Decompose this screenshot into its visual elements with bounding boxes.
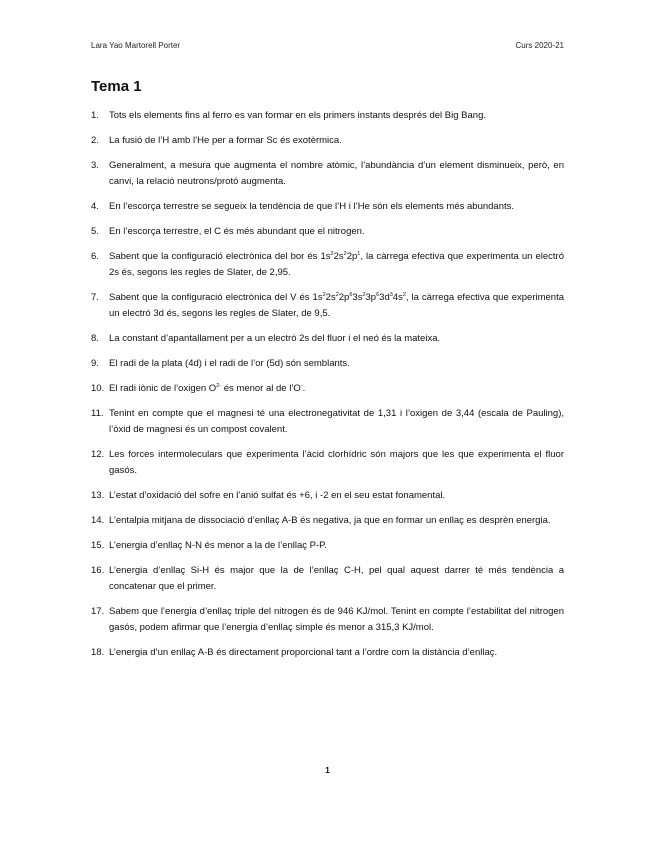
item-text: L’energia d’un enllaç A-B és directament proporcional tant a l’ordre com la distància d’enllaç.	[109, 647, 498, 658]
item-number: 17.	[91, 606, 105, 617]
list-item	[91, 108, 564, 124]
list-item	[91, 249, 564, 281]
text-segment: , la càrrega efectiva que experimenta un electró 2s és, segons les regles de Slater, de 2,95.	[109, 251, 564, 278]
list-item	[91, 158, 564, 190]
item-text: Sabem que l’energia d’enllaç triple del nitrogen és de 946 KJ/mol. Tenint en compte l’estabilitat del nitrogen gasós, podem afirmar que l’energia d’enllaç simple és menor a 315,3 KJ/mol.	[109, 606, 564, 633]
item-text: En l’escorça terrestre se segueix la tendència de que l’H i l’He són els elements més abundants.	[109, 201, 515, 212]
header-author: Lara Yao Martorell Porter	[91, 41, 181, 50]
text-segment: 2p	[346, 251, 358, 262]
list-item	[91, 381, 564, 397]
item-number: 15.	[91, 540, 105, 551]
list-item	[91, 604, 564, 636]
item-number: 4.	[91, 201, 99, 212]
page-number: 1	[325, 765, 330, 775]
text-segment: Sabent que la configuració electrònica del V és 1s	[109, 292, 323, 303]
item-text: El radi de la plata (4d) i el radi de l’or (5d) són semblants.	[109, 358, 350, 369]
text-segment: 2s	[333, 251, 344, 262]
text-segment: 3s	[352, 292, 363, 303]
item-text: L’entalpia mitjana de dissociació d’enllaç A-B és negativa, ja que en formar un enllaç es desprèn energia.	[109, 515, 551, 526]
item-number: 1.	[91, 110, 99, 121]
item-number: 11.	[91, 408, 104, 419]
text-segment: 2s	[325, 292, 336, 303]
item-text: L’energia d’enllaç Si-H és major que la de l’enllaç C-H, pel qual aquest darrer té més tendència a concatenar que el primer.	[109, 565, 564, 592]
text-segment: és menor al de l’O	[221, 383, 301, 394]
item-number: 9.	[91, 358, 99, 369]
item-number: 12.	[91, 449, 105, 460]
item-text: Tots els elements fins al ferro es van formar en els primers instants després del Big Bang.	[109, 110, 487, 121]
list-item	[91, 224, 564, 240]
page-title: Tema 1	[91, 78, 142, 95]
item-number: 7.	[91, 292, 99, 303]
item-text: L’energia d’enllaç N-N és menor a la de l’enllaç P-P.	[109, 540, 327, 551]
text-segment: 3p	[365, 292, 377, 303]
superscript: 2	[362, 292, 366, 298]
superscript: 2	[322, 292, 326, 298]
text-segment: .	[302, 383, 306, 394]
item-number: 13.	[91, 490, 105, 501]
text-segment: , la càrrega efectiva que experimenta un electró 3d és, segons les regles de Slater, de 9,5.	[109, 292, 565, 319]
superscript: 2	[330, 251, 334, 257]
list-item	[91, 488, 564, 504]
superscript: 2	[343, 251, 347, 257]
item-number: 2.	[91, 135, 99, 146]
item-number: 16.	[91, 565, 105, 576]
text-segment: 3d	[379, 292, 390, 303]
item-text: L’estat d’oxidació del sofre en l’anió sulfat és +6, i -2 en el seu estat fonamental.	[109, 490, 446, 501]
item-number: 8.	[91, 333, 99, 344]
item-number: 18.	[91, 647, 105, 658]
list-item	[91, 645, 564, 661]
list-item	[91, 290, 564, 322]
item-text: Les forces intermoleculars que experimenta l’àcid clorhídric són majors que les que experimenta el fluor gasós.	[109, 449, 564, 476]
text-segment: Sabent que la configuració electrònica del bor és 1s	[109, 251, 331, 262]
item-text: Tenint en compte que el magnesi té una electronegativitat de 1,31 i l’oxigen de 3,44 (escala de Pauling), l’òxid de magnesi és un compost covalent.	[109, 408, 564, 435]
question-list	[91, 108, 564, 670]
superscript: 1	[357, 251, 361, 257]
superscript: 6	[376, 292, 380, 298]
superscript: 2-	[216, 383, 222, 389]
list-item	[91, 406, 564, 438]
item-text	[109, 249, 564, 281]
item-text: La constant d’apantallament per a un electró 2s del fluor i el neó és la mateixa.	[109, 333, 441, 344]
superscript: 2	[402, 292, 406, 298]
list-item	[91, 356, 564, 372]
superscript: 6	[349, 292, 353, 298]
item-number: 6.	[91, 251, 99, 262]
list-item	[91, 513, 564, 529]
superscript: -	[300, 383, 303, 389]
item-number: 5.	[91, 226, 99, 237]
item-text: Generalment, a mesura que augmenta el nombre atòmic, l’abundància d’un element disminueix, però, en canvi, la relació neutrons/protó augmenta.	[109, 160, 564, 187]
list-item	[91, 199, 564, 215]
item-text	[109, 381, 564, 397]
item-text	[109, 290, 564, 322]
text-segment: El radi iònic de l’oxigen O	[109, 383, 217, 394]
text-segment: 2p	[338, 292, 350, 303]
superscript: 2	[335, 292, 339, 298]
item-number: 14.	[91, 515, 105, 526]
text-segment: 4s	[392, 292, 403, 303]
item-text: La fusió de l’H amb l’He per a formar Sc és exotèrmica.	[109, 135, 342, 146]
item-number: 3.	[91, 160, 99, 171]
list-item	[91, 538, 564, 554]
header-course: Curs 2020-21	[515, 41, 564, 50]
item-number: 10.	[91, 383, 105, 394]
list-item	[91, 331, 564, 347]
list-item	[91, 133, 564, 149]
superscript: 3	[389, 292, 393, 298]
item-text: En l’escorça terrestre, el C és més abundant que el nitrogen.	[109, 226, 365, 237]
list-item	[91, 447, 564, 479]
list-item	[91, 563, 564, 595]
